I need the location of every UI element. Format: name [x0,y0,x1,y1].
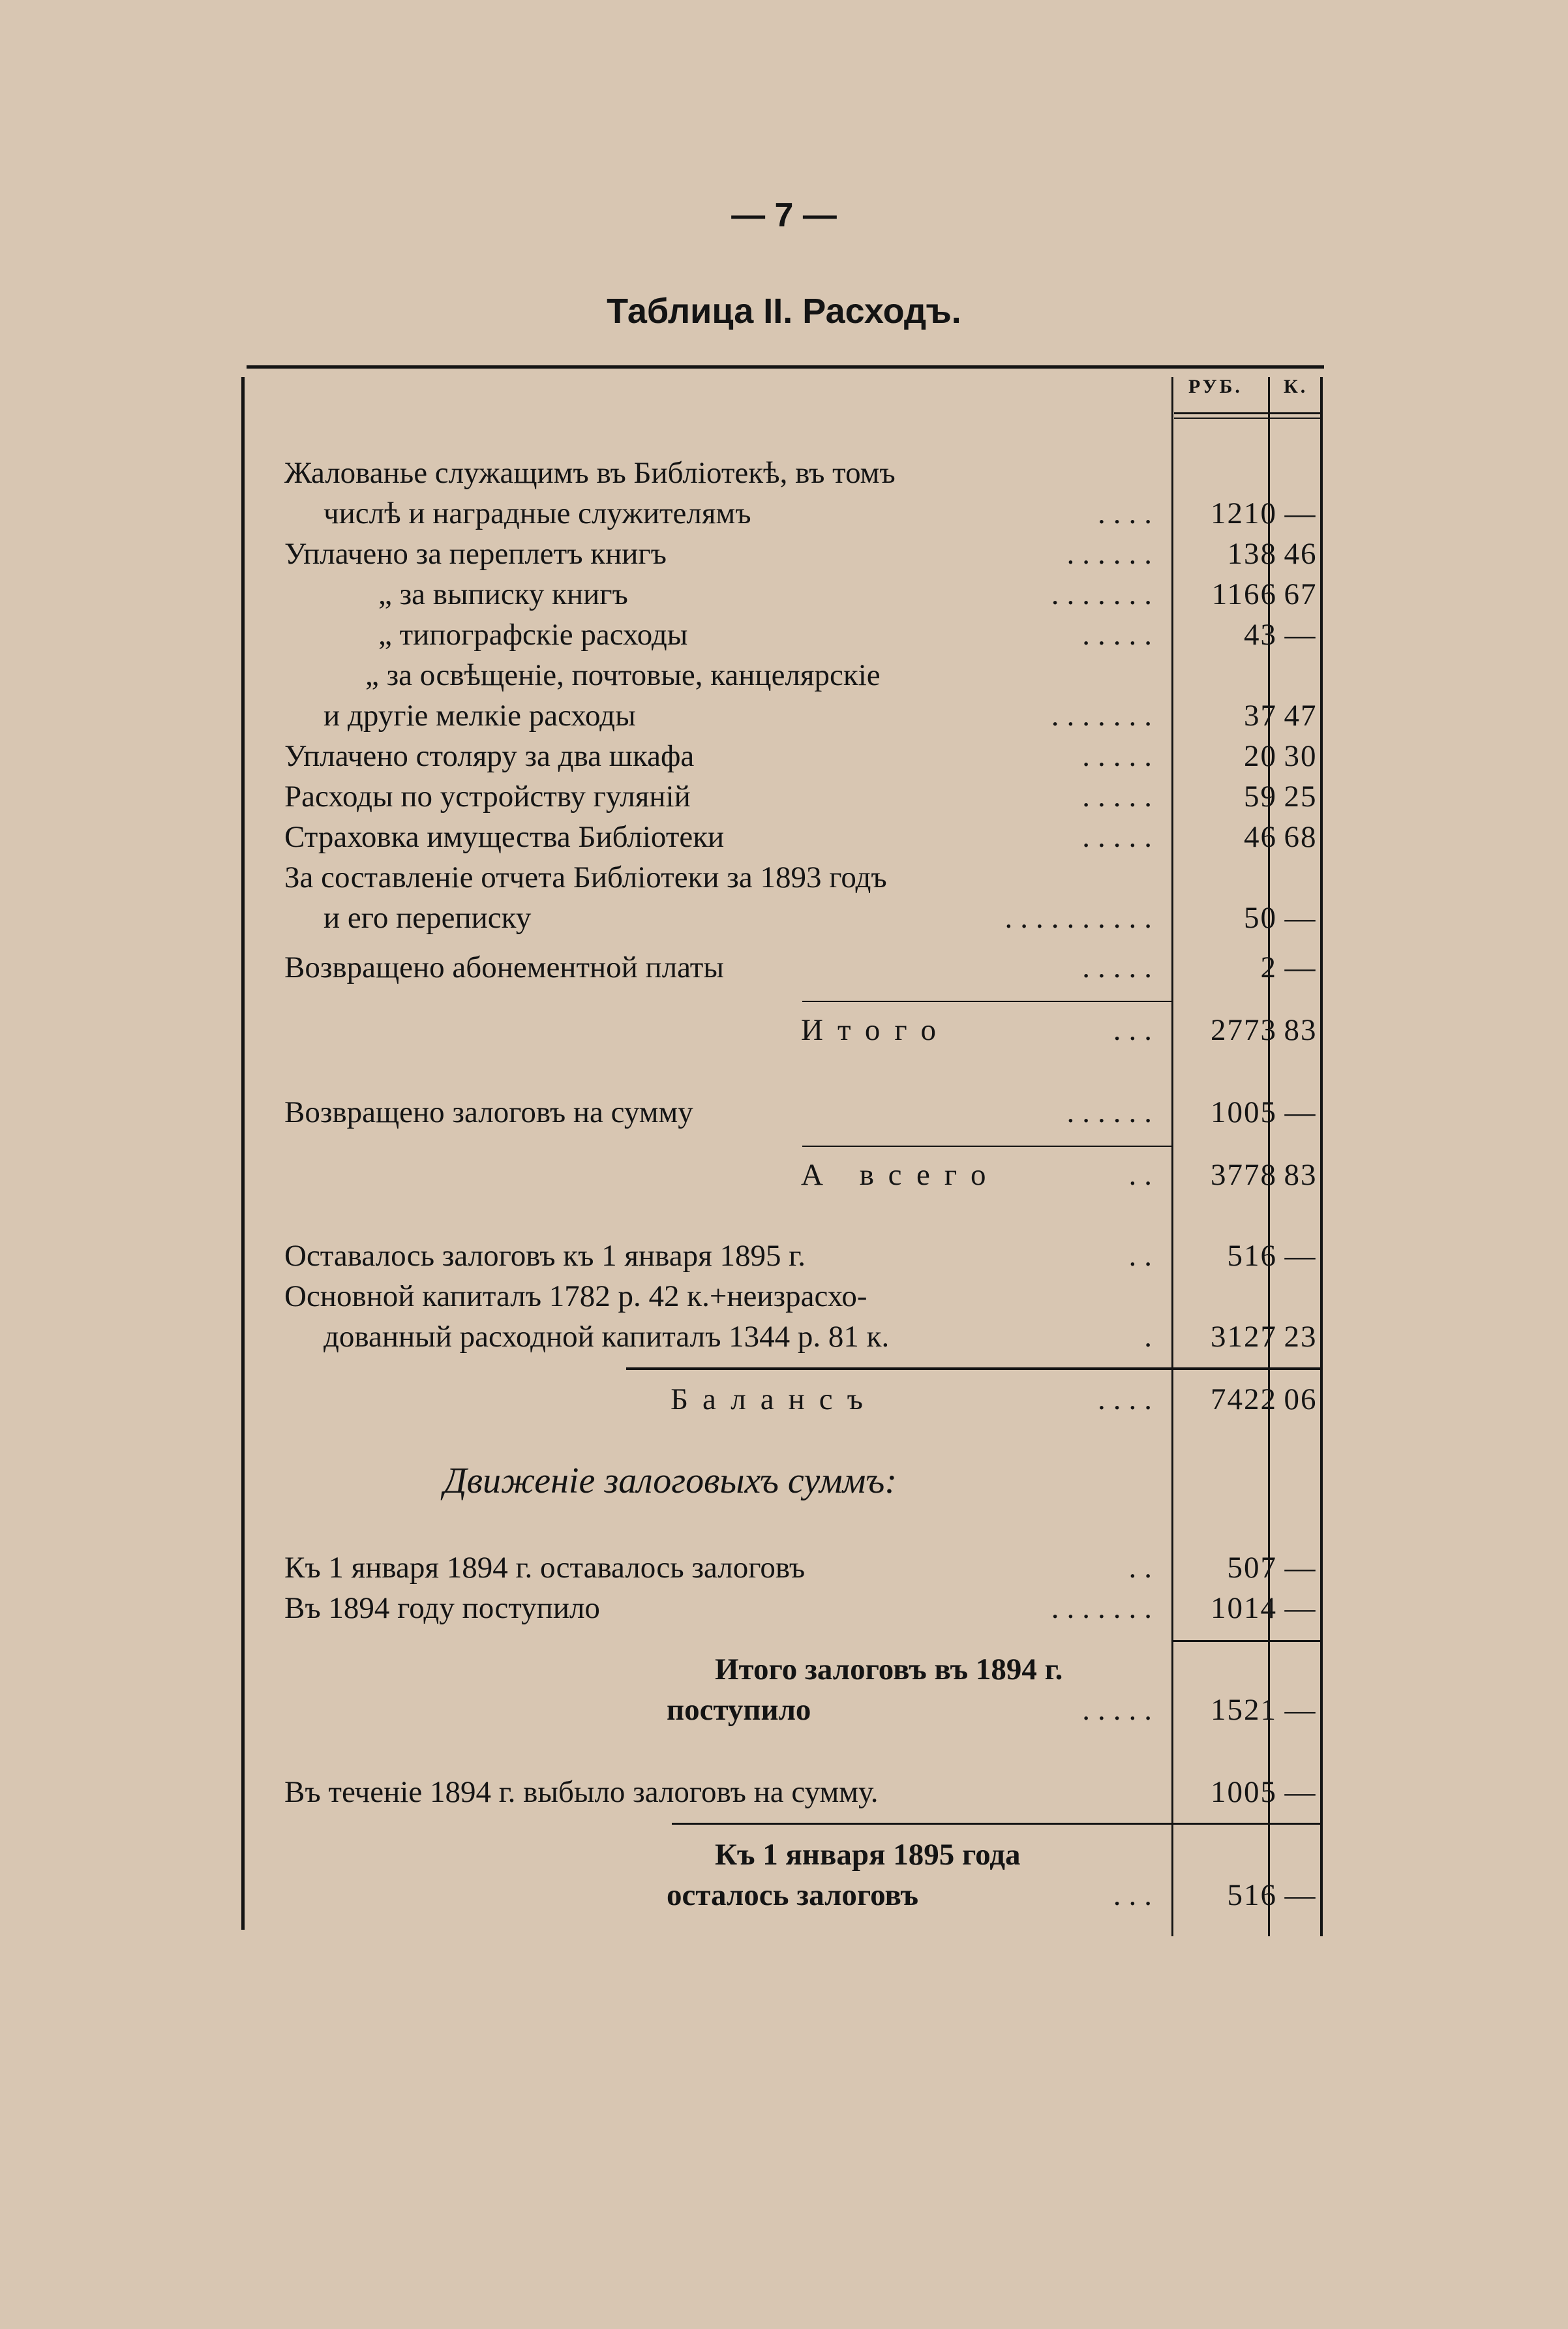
row-rub: 37 [1244,699,1277,733]
table-row [280,534,1331,574]
table-row [280,857,1331,898]
row-label: дованный расходной капиталъ 1344 р. 81 к. [324,1320,890,1354]
row-rub: 2773 [1211,1013,1277,1047]
row-label: Возвращено залоговъ на сумму [284,1095,693,1129]
table-row [280,1317,1331,1357]
row-kop: — [1284,951,1317,984]
row-rub: 3127 [1211,1320,1277,1354]
row-rub: 1166 [1211,577,1277,611]
table-row [280,1276,1331,1317]
balance-rule [626,1367,1320,1370]
page-number: — 7 — [731,196,837,234]
table-row [280,736,1331,776]
row-rub: 3778 [1211,1158,1277,1192]
row-label: Жалованье служащимъ въ Библіотекѣ, въ томъ [284,456,896,490]
row-kop: 30 [1284,739,1318,773]
row-kop: 83 [1284,1013,1318,1047]
row-kop: 25 [1284,780,1318,814]
row-leader: ... [1113,1878,1160,1912]
table-row [280,453,1331,493]
row-label: Оставалось залоговъ къ 1 января 1895 г. [284,1239,806,1273]
row-rub: 1005 [1211,1095,1277,1129]
subtotal-rule [802,1146,1173,1147]
row-rub: 516 [1227,1239,1277,1273]
table-row [280,776,1331,817]
row-label: Балансъ [671,1382,877,1416]
row-label: Уплачено за переплетъ книгъ [284,537,667,571]
table-row [280,1834,1331,1875]
row-label: и другіе мелкіе расходы [324,699,636,733]
row-leader: ..... [1082,739,1160,773]
row-rub: 1014 [1211,1591,1277,1625]
subtotal-rule [802,1001,1173,1002]
row-rub: 516 [1227,1878,1277,1912]
row-leader: ....... [1051,1591,1160,1625]
total-row [280,1155,1331,1195]
row-kop: — [1284,1239,1317,1273]
table-row [280,1649,1331,1690]
row-kop: — [1284,1591,1317,1625]
row-label: Страховка имущества Библіотеки [284,820,725,854]
subtotal-rule [672,1823,1323,1825]
row-label: осталось залоговъ [667,1878,919,1912]
row-label: поступило [667,1693,811,1727]
row-kop: 67 [1284,577,1318,611]
row-leader: ....... [1051,577,1160,611]
row-kop: 47 [1284,699,1318,733]
row-leader: .... [1098,496,1160,530]
row-leader: ..... [1082,951,1160,984]
row-label: Расходы по устройству гуляній [284,780,691,814]
row-rub: 7422 [1211,1382,1277,1416]
table-left-rule [241,377,245,1930]
total-row [280,1010,1331,1050]
row-kop: 23 [1284,1320,1318,1354]
header-underline [1174,412,1320,414]
table-row [280,817,1331,857]
row-leader: ..... [1082,780,1160,814]
row-kop: 83 [1284,1158,1318,1192]
table-row [280,1092,1331,1133]
row-rub: 2 [1260,951,1277,984]
row-rub: 507 [1227,1551,1277,1585]
subtotal-rule [1171,1640,1323,1642]
row-rub: 43 [1244,618,1277,652]
row-kop: — [1284,496,1317,530]
balance-row [280,1379,1331,1420]
row-rub: 20 [1244,739,1277,773]
row-kop: — [1284,618,1317,652]
row-label: Возвращено абонементной платы [284,951,724,984]
rub-column-header: РУБ. [1188,376,1243,397]
row-kop: — [1284,1095,1317,1129]
table-top-rule [247,365,1324,369]
section-heading: Движеніе залоговыхъ суммъ: [444,1461,897,1501]
table-title: Таблица II. Расходъ. [607,292,961,331]
table-row [280,1772,1331,1812]
row-leader: ..... [1082,820,1160,854]
table-row [280,615,1331,655]
row-kop: — [1284,1775,1317,1809]
total-row [280,1690,1331,1730]
row-label: „ типографскіе расходы [378,618,688,652]
row-label: „ за выписку книгъ [378,577,628,611]
row-rub: 1210 [1211,496,1277,530]
table-row [280,898,1331,938]
row-leader: .. [1128,1551,1160,1585]
row-label: и его переписку [324,901,532,935]
row-kop: — [1284,1551,1317,1585]
row-rub: 1521 [1211,1693,1277,1727]
row-label: За составленіе отчета Библіотеки за 1893 годъ [284,860,887,894]
row-label: Итого залоговъ въ 1894 г. [715,1652,1063,1686]
row-label: Къ 1 января 1894 г. оставалось залоговъ [284,1551,806,1585]
row-leader: ..... [1082,618,1160,652]
row-leader: ....... [1051,699,1160,733]
header-underline-2 [1174,418,1320,419]
row-rub: 59 [1244,780,1277,814]
row-leader: .......... [1004,901,1160,935]
row-rub: 1005 [1211,1775,1277,1809]
row-leader: .. [1128,1158,1160,1192]
table-row [280,1547,1331,1588]
row-label: Къ 1 января 1895 года [715,1838,1021,1872]
row-label: А всего [801,1158,1001,1192]
row-label: Основной капиталъ 1782 р. 42 к.+неизрасхо- [284,1279,867,1313]
row-rub: 50 [1244,901,1277,935]
table-row [280,574,1331,615]
row-label: Итого [801,1013,950,1047]
table-row [280,1588,1331,1628]
row-leader: .. [1128,1239,1160,1273]
row-leader: . [1144,1320,1160,1354]
row-kop: — [1284,1693,1317,1727]
row-rub: 138 [1227,537,1277,571]
row-leader: .... [1098,1382,1160,1416]
row-leader: ... [1113,1013,1160,1047]
row-kop: 06 [1284,1382,1318,1416]
row-label: Въ 1894 году поступило [284,1591,600,1625]
row-kop: 46 [1284,537,1318,571]
row-leader: ...... [1066,537,1160,571]
table-row [280,1236,1331,1276]
row-leader: ..... [1082,1693,1160,1727]
table-row [280,947,1331,988]
row-label: Уплачено столяру за два шкафа [284,739,695,773]
row-rub: 46 [1244,820,1277,854]
table-row [280,655,1331,695]
row-label: числѣ и наградные служителямъ [324,496,751,530]
row-label: Въ теченіе 1894 г. выбыло залоговъ на сумму. [284,1775,879,1809]
table-row [280,695,1331,736]
row-kop: — [1284,1878,1317,1912]
total-row [280,1875,1331,1915]
table-row [280,493,1331,534]
row-label: „ за освѣщеніе, почтовые, канцелярскіе [365,658,881,692]
kop-column-header: К. [1284,376,1308,397]
row-kop: 68 [1284,820,1318,854]
row-kop: — [1284,901,1317,935]
row-leader: ...... [1066,1095,1160,1129]
